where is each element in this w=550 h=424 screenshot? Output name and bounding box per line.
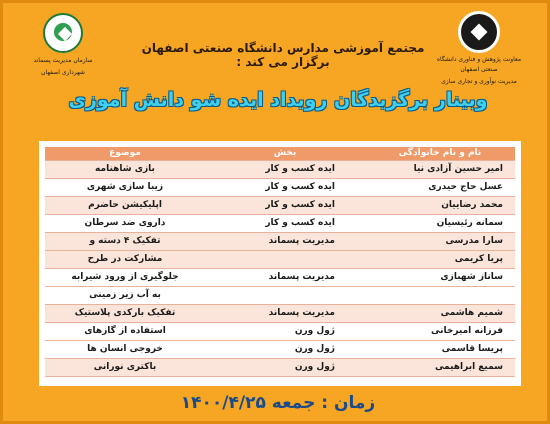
table-row (45, 160, 515, 178)
row-topic: تفکیک بارکدی پلاستیک (45, 304, 205, 322)
header-topic: موضوع (45, 147, 205, 160)
row-topic: تفکیک ۴ دسته و (45, 232, 205, 250)
row-name: عسل حاج حیدری (365, 178, 515, 196)
left-logo-caption-1: سازمان مدیریت پسماند (33, 57, 93, 64)
row-topic: جلوگیری از ورود شیرابه (45, 268, 205, 286)
winners-table (45, 147, 515, 377)
table-row (45, 304, 515, 322)
row-name: ساناز شهبازی (365, 268, 515, 286)
winners-table-panel (39, 141, 521, 386)
row-name: فرزانه امیرخانی (365, 322, 515, 340)
table-row (45, 286, 515, 304)
row-section: مدیریت پسماند (205, 232, 365, 250)
row-section: ایده کسب و کار (205, 214, 365, 232)
row-section: ایده کسب و کار (205, 196, 365, 214)
waste-management-logo (31, 13, 95, 77)
webinar-title: وبینار برگزیدگان رویداد ایده شو دانش آموزی (68, 89, 488, 111)
event-date: زمان : جمعه ۱۴۰۰/۴/۲۵ (180, 393, 376, 413)
row-name: سمانه رئیسیان (365, 214, 515, 232)
row-section: ژول ورن (205, 322, 365, 340)
organizer-line: مجتمع آموزشی مدارس دانشگاه صنعتی اصفهان برگزار می کند : (141, 41, 425, 69)
table-row (45, 232, 515, 250)
table-header-row (45, 147, 515, 160)
row-name: امیر حسین آزادی نیا (365, 160, 515, 178)
row-topic: خروجی انسان ها (45, 340, 205, 358)
row-topic: داروی ضد سرطان (45, 214, 205, 232)
row-name: پریسا قاسمی (365, 340, 515, 358)
table-row (45, 250, 515, 268)
row-topic: بازی شاهنامه (45, 160, 205, 178)
row-section: ایده کسب و کار (205, 160, 365, 178)
row-topic: زیبا سازی شهری (45, 178, 205, 196)
row-section (205, 286, 365, 304)
row-topic: اپلیکیشن حاضرم (45, 196, 205, 214)
header-name: نام و نام خانوادگی (365, 147, 515, 160)
row-topic: به آب زیر زمینی (45, 286, 205, 304)
table-row (45, 214, 515, 232)
university-emblem-icon (458, 11, 500, 53)
row-section: مدیریت پسماند (205, 304, 365, 322)
header-section: بخش (205, 147, 365, 160)
table-row (45, 358, 515, 376)
table-row (45, 340, 515, 358)
table-row (45, 196, 515, 214)
row-section: ژول ورن (205, 358, 365, 376)
left-logo-caption-2: شهرداری اصفهان (41, 69, 85, 76)
row-section (205, 250, 365, 268)
table-row (45, 268, 515, 286)
row-name: سمیع ابراهیمی (365, 358, 515, 376)
row-topic: استفاده از گازهای (45, 322, 205, 340)
row-section: ایده کسب و کار (205, 178, 365, 196)
table-row (45, 322, 515, 340)
university-logo (429, 11, 529, 87)
row-topic: مشارکت در طرح (45, 250, 205, 268)
row-section: مدیریت پسماند (205, 268, 365, 286)
row-section: ژول ورن (205, 340, 365, 358)
table-row (45, 178, 515, 196)
row-name (365, 286, 515, 304)
right-logo-caption-1: معاونت پژوهش و فناوری دانشگاه صنعتی اصفهان (436, 56, 522, 73)
row-topic: باکتری نورانی (45, 358, 205, 376)
recycle-icon (43, 13, 83, 53)
row-name: محمد رضاییان (365, 196, 515, 214)
row-name: شمیم هاشمی (365, 304, 515, 322)
row-name: سارا مدرسی (365, 232, 515, 250)
right-logo-caption-2: مدیریت نوآوری و تجاری سازی (441, 78, 517, 85)
row-name: پریا کریمی (365, 250, 515, 268)
